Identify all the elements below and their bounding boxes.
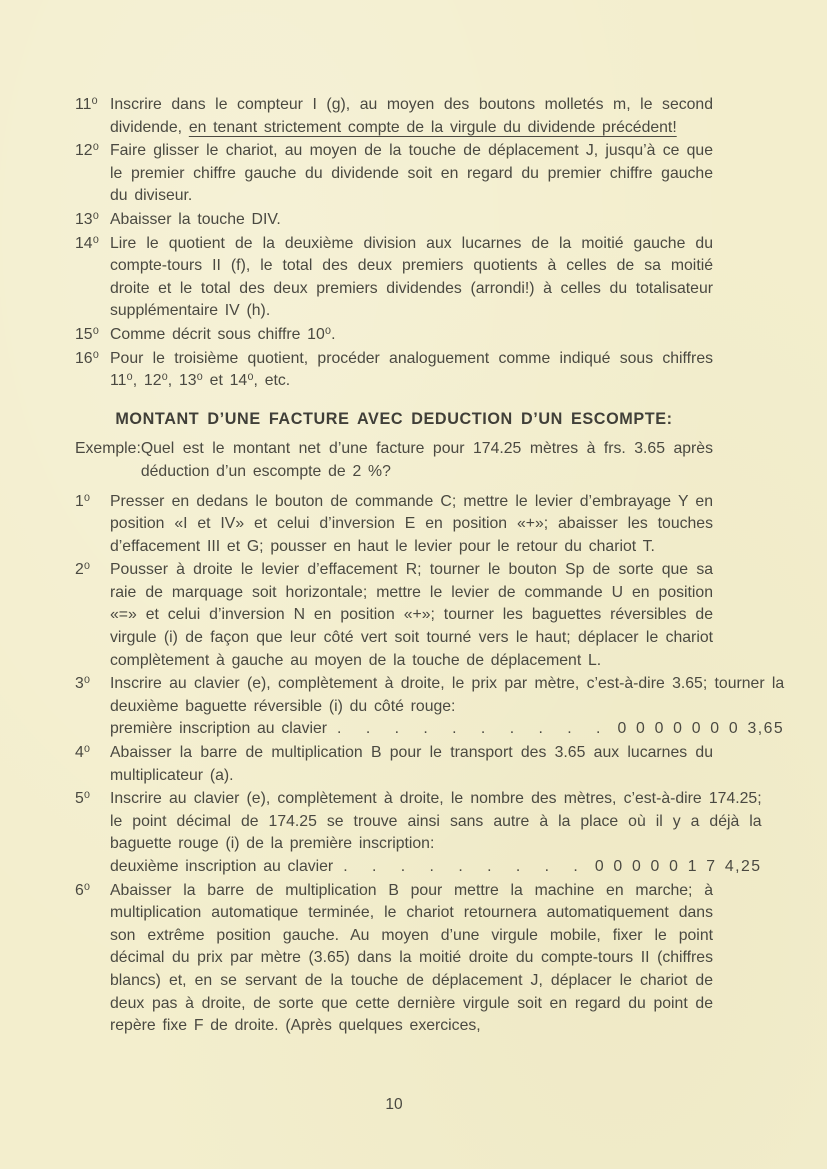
dot-leader: . . . . . . . . . — [343, 858, 585, 875]
list-item — [75, 559, 713, 672]
list-item — [75, 324, 713, 347]
list-item — [75, 742, 713, 787]
item-marker: 13⁰ — [75, 210, 99, 228]
item-text: Lire le quotient de la deuxième division aux lucarnes de la moitié gauche du compte-tours II (f), le total des deux premiers quotients à celles de sa moitié droite et le total des deux premiers dividendes (arrondi!) à celles du totalisateur supplémentaire IV (h). — [110, 234, 713, 320]
text-block — [75, 94, 785, 1039]
item-text: Presser en dedans le bouton de commande C; mettre le levier d’embrayage Y en position «I et IV» et celui d’inversion E en position «+»; abaisser les touches d’effacement III et G; pousser en haut le levier pour le retour du chariot T. — [110, 492, 713, 555]
register-label: deuxième inscription au clavier — [110, 858, 334, 875]
item-marker: 6⁰ — [75, 881, 91, 899]
list-item — [75, 94, 713, 139]
register-row — [110, 718, 784, 741]
item-marker: 4⁰ — [75, 744, 91, 762]
section-heading: MONTANT D’UNE FACTURE AVEC DEDUCTION D’UN ESCOMPTE: — [115, 409, 673, 428]
list-item — [75, 880, 713, 1038]
item-marker: 1⁰ — [75, 492, 91, 510]
item-text: Abaisser la barre de multiplication B pour mettre la machine en marche; à multiplication automatique terminée, le chariot retournera automatiquement dans son extrême position gauche. Au moyen d’une virgule mobile, fixer le point décimal du prix par mètre (3.65) dans la moitié droite du compte-tours II (chiffres blancs) et, en se servant de la touche de déplacement J, déplacer le chariot de deux pas à droite, de sorte que cette dernière virgule soit en regard du point de repère fixe F de droite. (Après quelques exercices, — [110, 881, 713, 1035]
item-marker: 5⁰ — [75, 790, 91, 808]
item-text-main: Inscrire au clavier (e), complètement à droite, le nombre des mètres, c’est-à-dire 174.25; le point décimal de 174.25 se trouve ainsi sans autre à la place où il y a déjà la baguette rouge (i) de la première inscription: — [110, 790, 762, 853]
list-item — [75, 233, 713, 323]
list-item — [75, 491, 713, 559]
register-value: 0 0 0 0 0 0 0 3,65 — [617, 720, 785, 738]
item-text — [110, 673, 784, 741]
list-item — [75, 673, 785, 741]
item-text: Abaisser la touche DIV. — [110, 210, 281, 228]
item-text: Pousser à droite le levier d’effacement R; tourner le bouton Sp de sorte que sa raie de marquage soit horizontale; mettre le levier de commande U en position «=» et celui d’inversion N en position «+»; tourner les baguettes réversibles de virgule (i) de façon que leur côté vert soit tourné vers le haut; déplacer le chariot complètement à gauche au moyen de la touche de déplacement L. — [110, 561, 713, 669]
item-text — [110, 94, 713, 139]
item-marker: 15⁰ — [75, 325, 99, 343]
list-item — [75, 209, 713, 232]
item-text-main: Inscrire au clavier (e), complètement à droite, le prix par mètre, c’est-à-dire 3.65; tourner la deuxième baguette réversible (i) du côté rouge: — [110, 675, 785, 715]
register-label: première inscription au clavier — [110, 720, 328, 738]
page-number: 10 — [385, 1096, 403, 1113]
dot-leader: . . . . . . . . . . — [337, 720, 608, 738]
register-row — [110, 856, 762, 879]
example-block — [75, 438, 713, 483]
item-text: Pour le troisième quotient, procéder analoguement comme indiqué sous chiffres 11⁰, 12⁰, 13⁰ et 14⁰, etc. — [110, 349, 713, 390]
register-value: 0 0 0 0 0 1 7 4,25 — [594, 858, 762, 875]
list-item — [75, 348, 713, 393]
item-marker: 14⁰ — [75, 234, 99, 252]
item-marker: 3⁰ — [75, 675, 91, 693]
example-text: Quel est le montant net d’une facture pour 174.25 mètres à frs. 3.65 après déduction d’un escompte de 2 %? — [140, 440, 713, 480]
underlined-phrase: en tenant strictement compte de la virgule du dividende précédent! — [188, 118, 677, 136]
item-text-main: Inscrire dans le compteur I (g), au moyen des boutons molletés m, le second dividende, — [110, 96, 713, 136]
item-text: Abaisser la barre de multiplication B pour le transport des 3.65 aux lucarnes du multiplicateur (a). — [110, 744, 713, 784]
list-item — [75, 788, 762, 878]
item-marker: 2⁰ — [75, 561, 91, 579]
item-marker: 11⁰ — [75, 96, 98, 113]
item-text — [110, 788, 762, 878]
item-text: Comme décrit sous chiffre 10⁰. — [110, 325, 336, 343]
example-label: Exemple: — [75, 440, 141, 458]
item-marker: 12⁰ — [75, 142, 99, 160]
list-item — [75, 140, 713, 208]
item-marker: 16⁰ — [75, 349, 99, 367]
item-text: Faire glisser le chariot, au moyen de la touche de déplacement J, jusqu’à ce que le premier chiffre gauche du dividende soit en regard du premier chiffre gauche du diviseur. — [110, 142, 713, 205]
